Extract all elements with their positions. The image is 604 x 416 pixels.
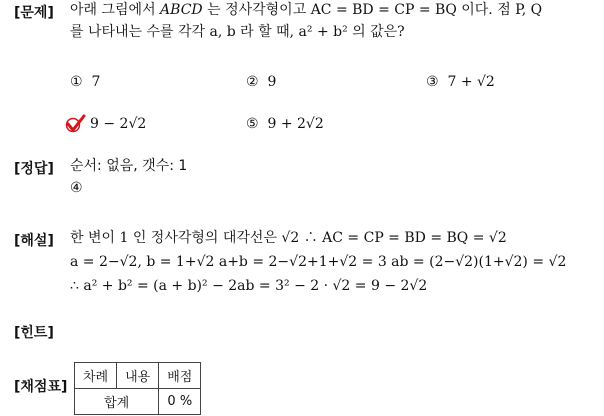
problem-line-2: 를 나타내는 수를 각각 a, b 라 할 때, a² + b² 의 값은? (70, 24, 405, 40)
problem-line-1 (70, 0, 542, 20)
explanation-line-1: 한 변이 1 인 정사각형의 대각선은 √2 ∴ AC = CP = BD = BQ = √2 (70, 230, 507, 246)
choice-text: 7 (91, 74, 101, 90)
problem-label: [문제] (14, 5, 54, 21)
choice-2[interactable] (246, 72, 276, 92)
explanation-line-3: ∴ a² + b² = (a + b)² − 2ab = 3² − 2 · √2 = 9 − 2√2 (70, 278, 428, 294)
answer-label: [정답] (14, 161, 54, 177)
problem-text: 아래 그림에서 (70, 2, 161, 18)
choice-1[interactable] (70, 72, 100, 92)
choice-text: 9 (267, 74, 277, 90)
rubric-header: 내용 (117, 363, 159, 389)
answer-line-2: ④ (70, 180, 83, 196)
choice-number: ① (70, 74, 83, 90)
choice-number: ⑤ (246, 116, 259, 132)
square-name: ABCD (160, 2, 203, 18)
equal-segments: AC = BD = CP = BQ (310, 2, 457, 18)
rubric-header: 차례 (75, 363, 117, 389)
problem-text: 는 정사각형이고 (202, 2, 311, 18)
choice-4[interactable] (90, 114, 146, 134)
rubric-table (74, 362, 201, 415)
choice-3[interactable] (426, 72, 495, 92)
hint-label: [힌트] (14, 325, 54, 341)
choice-number: ③ (426, 74, 439, 90)
explanation-label: [해설] (14, 233, 54, 249)
rubric-total-row (75, 389, 201, 415)
rubric-total-label: 합계 (75, 389, 159, 415)
check-mark-icon (64, 114, 86, 134)
choice-number: ② (246, 74, 259, 90)
rubric-header-row (75, 363, 201, 389)
rubric-label: [채점표] (14, 379, 68, 395)
rubric-header: 배점 (159, 363, 201, 389)
choice-text: 7 + √2 (447, 74, 495, 90)
choice-text: 9 + 2√2 (267, 116, 324, 132)
problem-text: 이다. 점 P, Q (456, 2, 543, 18)
choice-text: 9 − 2√2 (90, 116, 147, 132)
explanation-line-2: a = 2−√2, b = 1+√2 a+b = 2−√2+1+√2 = 3 ab = (2−√2)(1+√2) = √2 (70, 254, 567, 270)
choice-5[interactable] (246, 114, 324, 134)
answer-line-1: 순서: 없음, 갯수: 1 (70, 158, 188, 174)
rubric-total-value: 0 % (159, 389, 201, 415)
